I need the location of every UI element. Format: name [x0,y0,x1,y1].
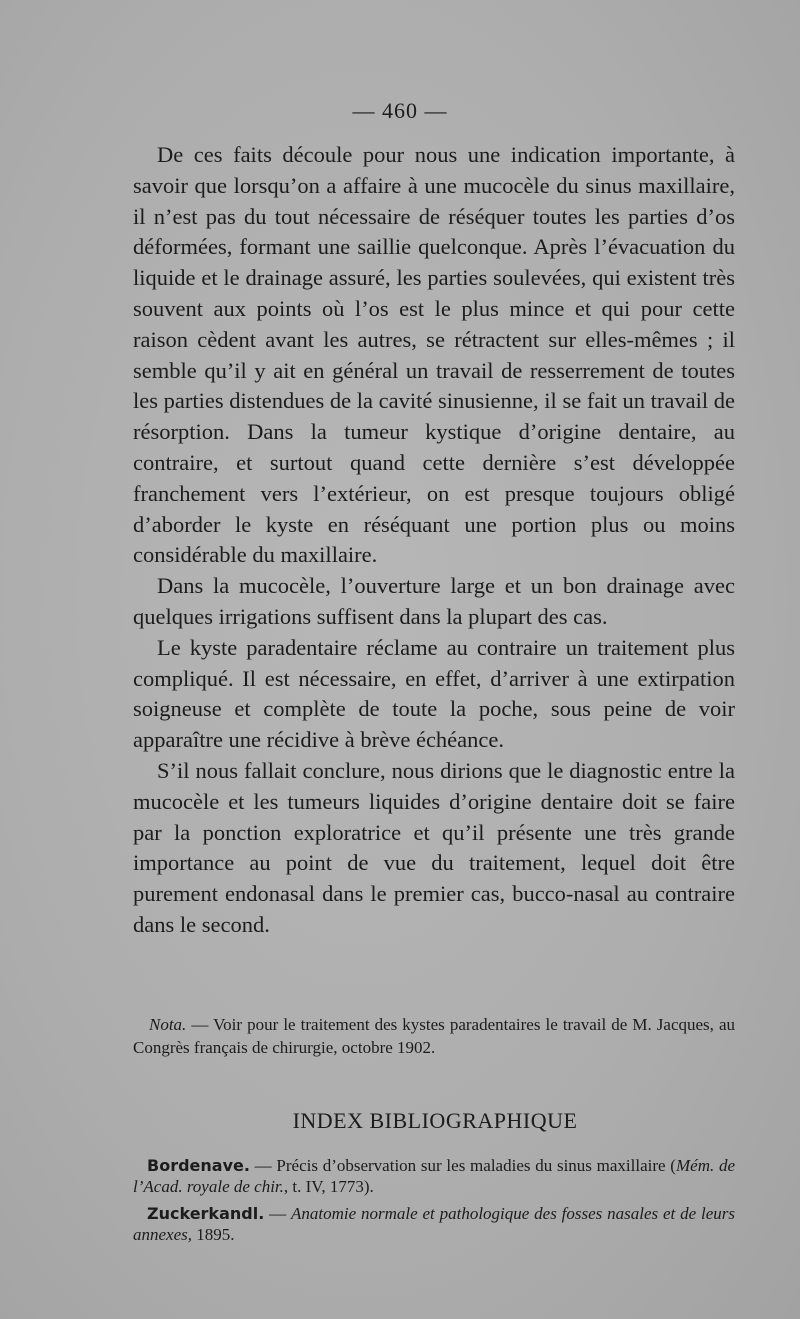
bibliography-post: 1895. [192,1225,235,1244]
bibliography-entry [133,1203,735,1245]
bibliography-title: Anatomie normale et pathologique des fosses nasales et de leurs annexes, [133,1204,736,1244]
bibliography-post: , t. IV, 1773). [283,1177,374,1196]
paragraph-1: De ces faits découle pour nous une indication importante, à savoir que lorsqu’on a affaire à une mucocèle du sinus maxillaire, il n’est pas du tout nécessaire de réséquer toutes les parties d’os déformées, formant une saillie quelconque. Après l’évacuation du liquide et le drainage assuré, les parties soulevées, qui existent très souvent aux points où l’os est le plus mince et qui pour cette raison cèdent avant les autres, se rétractent sur elles-mêmes ; il semble qu’il y ait en général un travail de resserrement de toutes les parties distendues de la cavité sinusienne, il se fait un travail de résorption. Dans la tumeur kystique d’origine dentaire, au contraire, et surtout quand cette dernière s’est développée franchement vers l’extérieur, on est presque toujours obligé d’aborder le kyste en réséquant une portion plus ou moins considérable du maxillaire. [133,142,735,568]
bibliography [133,1155,735,1251]
bibliography-author: Bordenave. [147,1156,250,1175]
bibliography-pre: — Précis d’observation sur les maladies du sinus maxillaire ( [249,1156,676,1175]
nota-text: — Voir pour le traitement des kystes paradentaires le travail de M. Jacques, au Congrès français de chirurgie, octobre 1902. [133,1015,735,1057]
bibliography-pre: — [264,1204,291,1223]
bibliography-entry [133,1155,735,1197]
paragraph-2: Dans la mucocèle, l’ouverture large et un bon drainage avec quelques irrigations suffisent dans la plupart des cas. [133,573,735,629]
body-text [133,140,735,941]
bibliography-author: Zuckerkandl. [147,1204,265,1223]
index-title: INDEX BIBLIOGRAPHIQUE [292,1108,578,1133]
nota-label: Nota. [149,1015,187,1034]
paragraph-4: S’il nous fallait conclure, nous dirions que le diagnostic entre la mucocèle et les tumeurs liquides d’origine dentaire doit se faire par la ponction exploratrice et qu’il présente une très grande importance au point de vue du traitement, lequel doit être purement endonasal dans le premier cas, bucco-nasal au contraire dans le second. [133,757,735,937]
bibliography-title: Mém. de l’Acad. royale de chir. [133,1156,736,1196]
nota-footnote [133,1013,735,1059]
page-number: — 460 — [352,98,448,123]
paragraph-3: Le kyste paradentaire réclame au contraire un traitement plus compliqué. Il est nécessaire, en effet, d’arriver à une extirpation soigneuse et complète de toute la poche, sous peine de voir apparaître une récidive à brève échéance. [133,634,735,753]
